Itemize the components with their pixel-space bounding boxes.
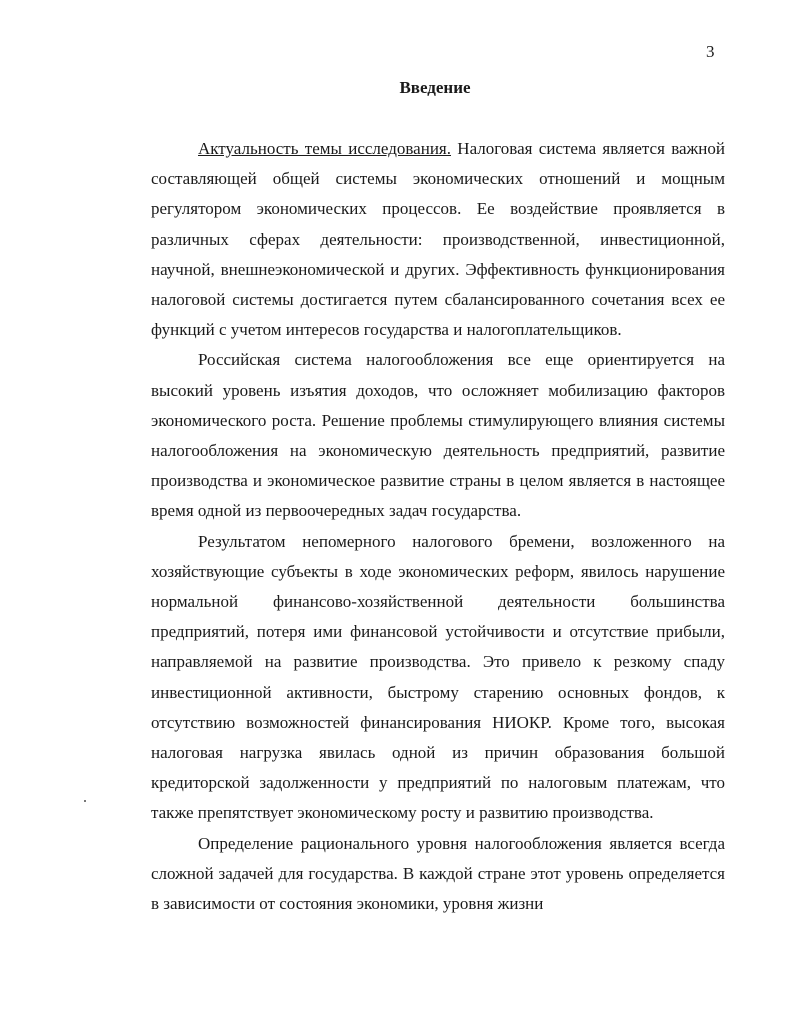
scan-speck <box>84 800 86 802</box>
paragraph-4: Определение рационального уровня налогообложения является всегда сложной задачей для государства. В каждой стране этот уровень определяется в зависимости от состояния экономики, уровня жизни <box>151 833 725 914</box>
paragraph-2: Российская система налогообложения все еще ориентируется на высокий уровень изъятия доходов, что осложняет мобилизацию факторов экономического роста. Решение проблемы стимулирующего влияния системы налогообложения на экономическую деятельность предприятий, развитие производства и экономическое развитие страны в целом является в настоящее время одной из первоочередных задач государства. <box>151 350 725 521</box>
body-text <box>151 134 725 919</box>
section-title: Введение <box>399 78 471 97</box>
paragraph-1 <box>151 134 725 345</box>
topic-relevance-heading: Актуальность темы исследования. <box>198 139 451 158</box>
paragraph-1-text: Налоговая система является важной составляющей общей системы экономических отношений и мощным регулятором экономических процессов. Ее воздействие проявляется в различных сферах деятельности: производственной, инвестиционной, научной, внешнеэкономической и других. Эффективность функционирования налоговой системы достигается путем сбалансированного сочетания всех ее функций с учетом интересов государства и налогоплательщиков. <box>151 139 725 340</box>
paragraph-3: Результатом непомерного налогового бремени, возложенного на хозяйствующие субъекты в ходе экономических реформ, явилось нарушение нормальной финансово-хозяйственной деятельности большинства предприятий, потеря ими финансовой устойчивости и отсутствие прибыли, направляемой на развитие производства. Это привело к резкому спаду инвестиционной активности, быстрому старению основных фондов, к отсутствию возможностей финансирования НИОКР. Кроме того, высокая налоговая нагрузка явилась одной из причин образования большой кредиторской задолженности у предприятий по налоговым платежам, что также препятствует экономическому росту и развитию производства. <box>151 531 725 823</box>
page-number: 3 <box>706 42 715 61</box>
